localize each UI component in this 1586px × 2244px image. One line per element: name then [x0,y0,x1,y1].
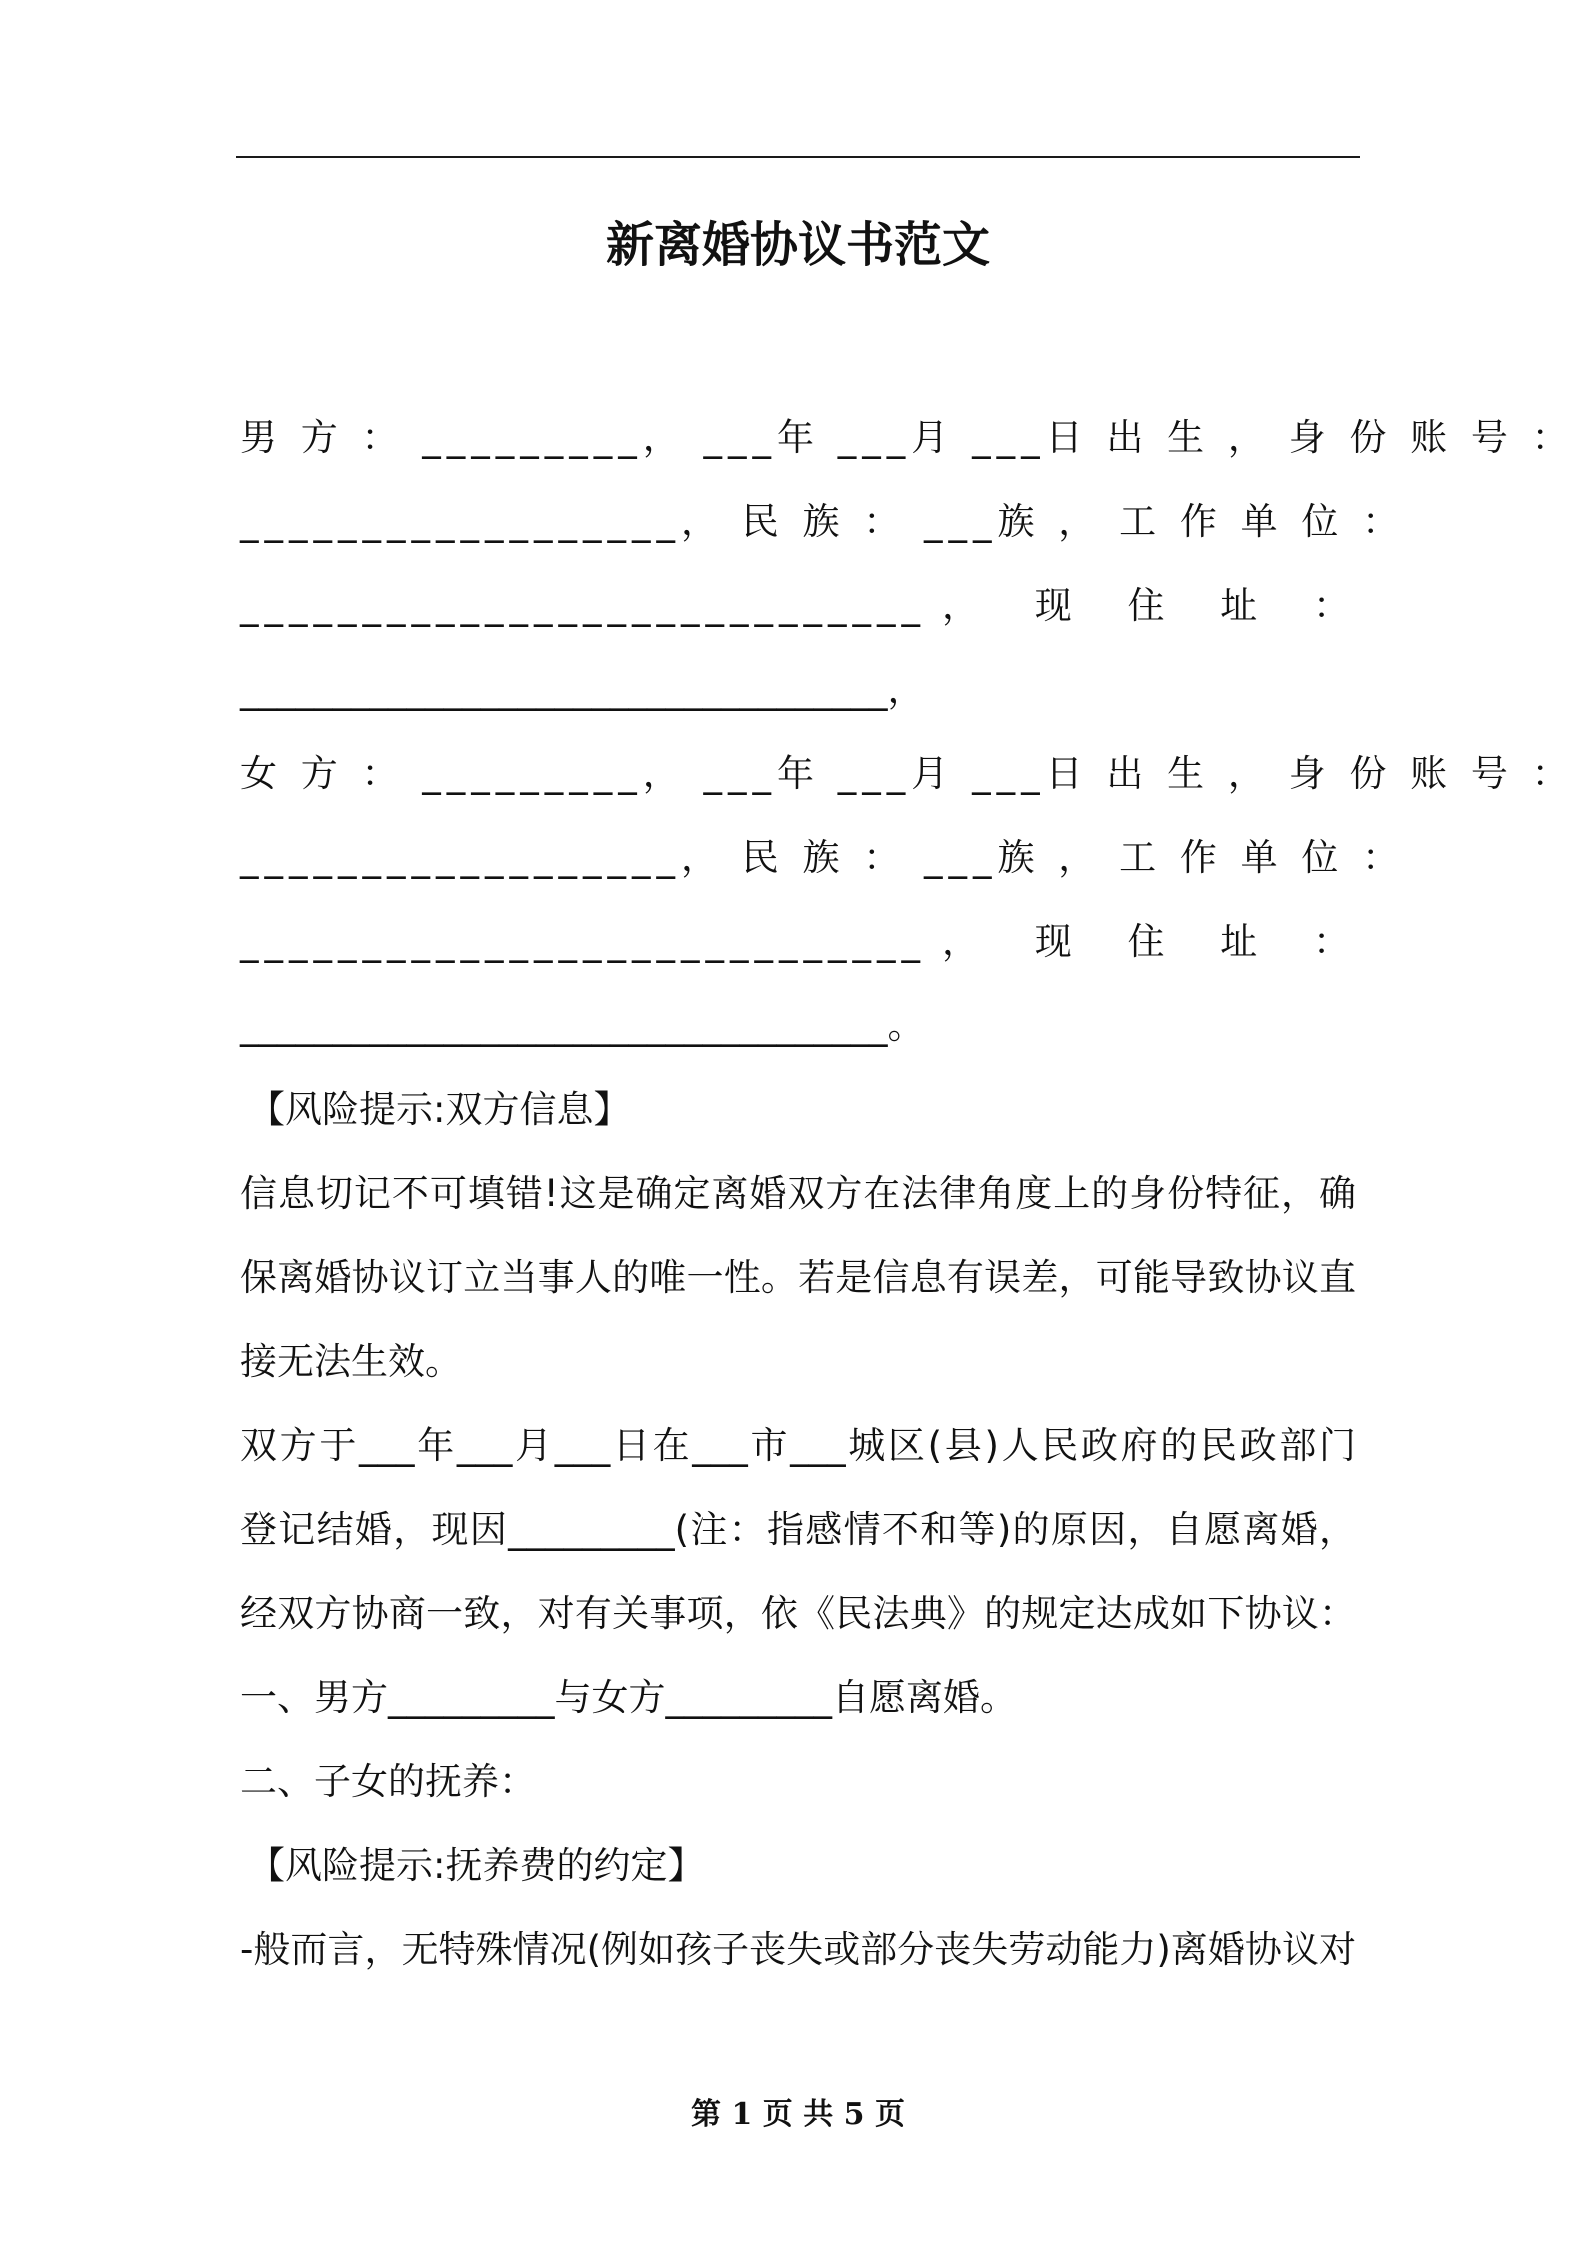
body-line-female-info-2: __________________， 民 族 ： ___族 ， 工 作 单 位 ： [240,836,1406,879]
body-line-male-info-2: __________________， 民 族 ： ___族 ， 工 作 单 位 ： [240,500,1406,543]
body-line-female-info-3: ____________________________， 现 住 址 ： [240,920,1356,963]
risk-note-heading-support: 【风险提示:抚养费的约定】 [248,1844,705,1887]
body-line-male-info-4: ___________________________________， [240,668,925,711]
body-line-marriage-3: 经双方协商一致，对有关事项，依《民法典》的规定达成如下协议： [240,1592,1356,1635]
page-number: 第 1 页 共 5 页 [691,2097,905,2132]
body-line-male-info-3: ____________________________， 现 住 址 ： [240,584,1356,627]
clause-one: 一、男方_________与女方_________自愿离婚。 [240,1676,1017,1719]
body-line-marriage-2: 登记结婚，现因_________(注：指感情不和等)的原因，自愿离婚， [240,1508,1356,1551]
header-rule [236,156,1360,158]
body-line-risk-1: 信息切记不可填错!这是确定离婚双方在法律角度上的身份特征，确 [240,1172,1356,1215]
risk-note-heading-parties: 【风险提示:双方信息】 [248,1088,631,1131]
body-line-female-info-1: 女 方 ： _________， ___年 ___月 ___日 出 生 ， 身 份 账 号 ： [240,752,1575,795]
document-title: 新离婚协议书范文 [605,217,990,273]
body-line-support-1: -般而言，无特殊情况(例如孩子丧失或部分丧失劳动能力)离婚协议对 [240,1928,1356,1971]
body-line-female-info-4: ___________________________________。 [240,1004,925,1047]
clause-two-heading: 二、子女的抚养： [240,1760,536,1803]
body-line-risk-3: 接无法生效。 [240,1340,462,1383]
body-line-risk-2: 保离婚协议订立当事人的唯一性。若是信息有误差，可能导致协议直 [240,1256,1356,1299]
body-line-marriage-1: 双方于___年___月___日在___市___城区(县)人民政府的民政部门 [240,1424,1356,1467]
body-line-male-info-1: 男 方 ： _________， ___年 ___月 ___日 出 生 ， 身 份 账 号 ： [240,416,1575,459]
